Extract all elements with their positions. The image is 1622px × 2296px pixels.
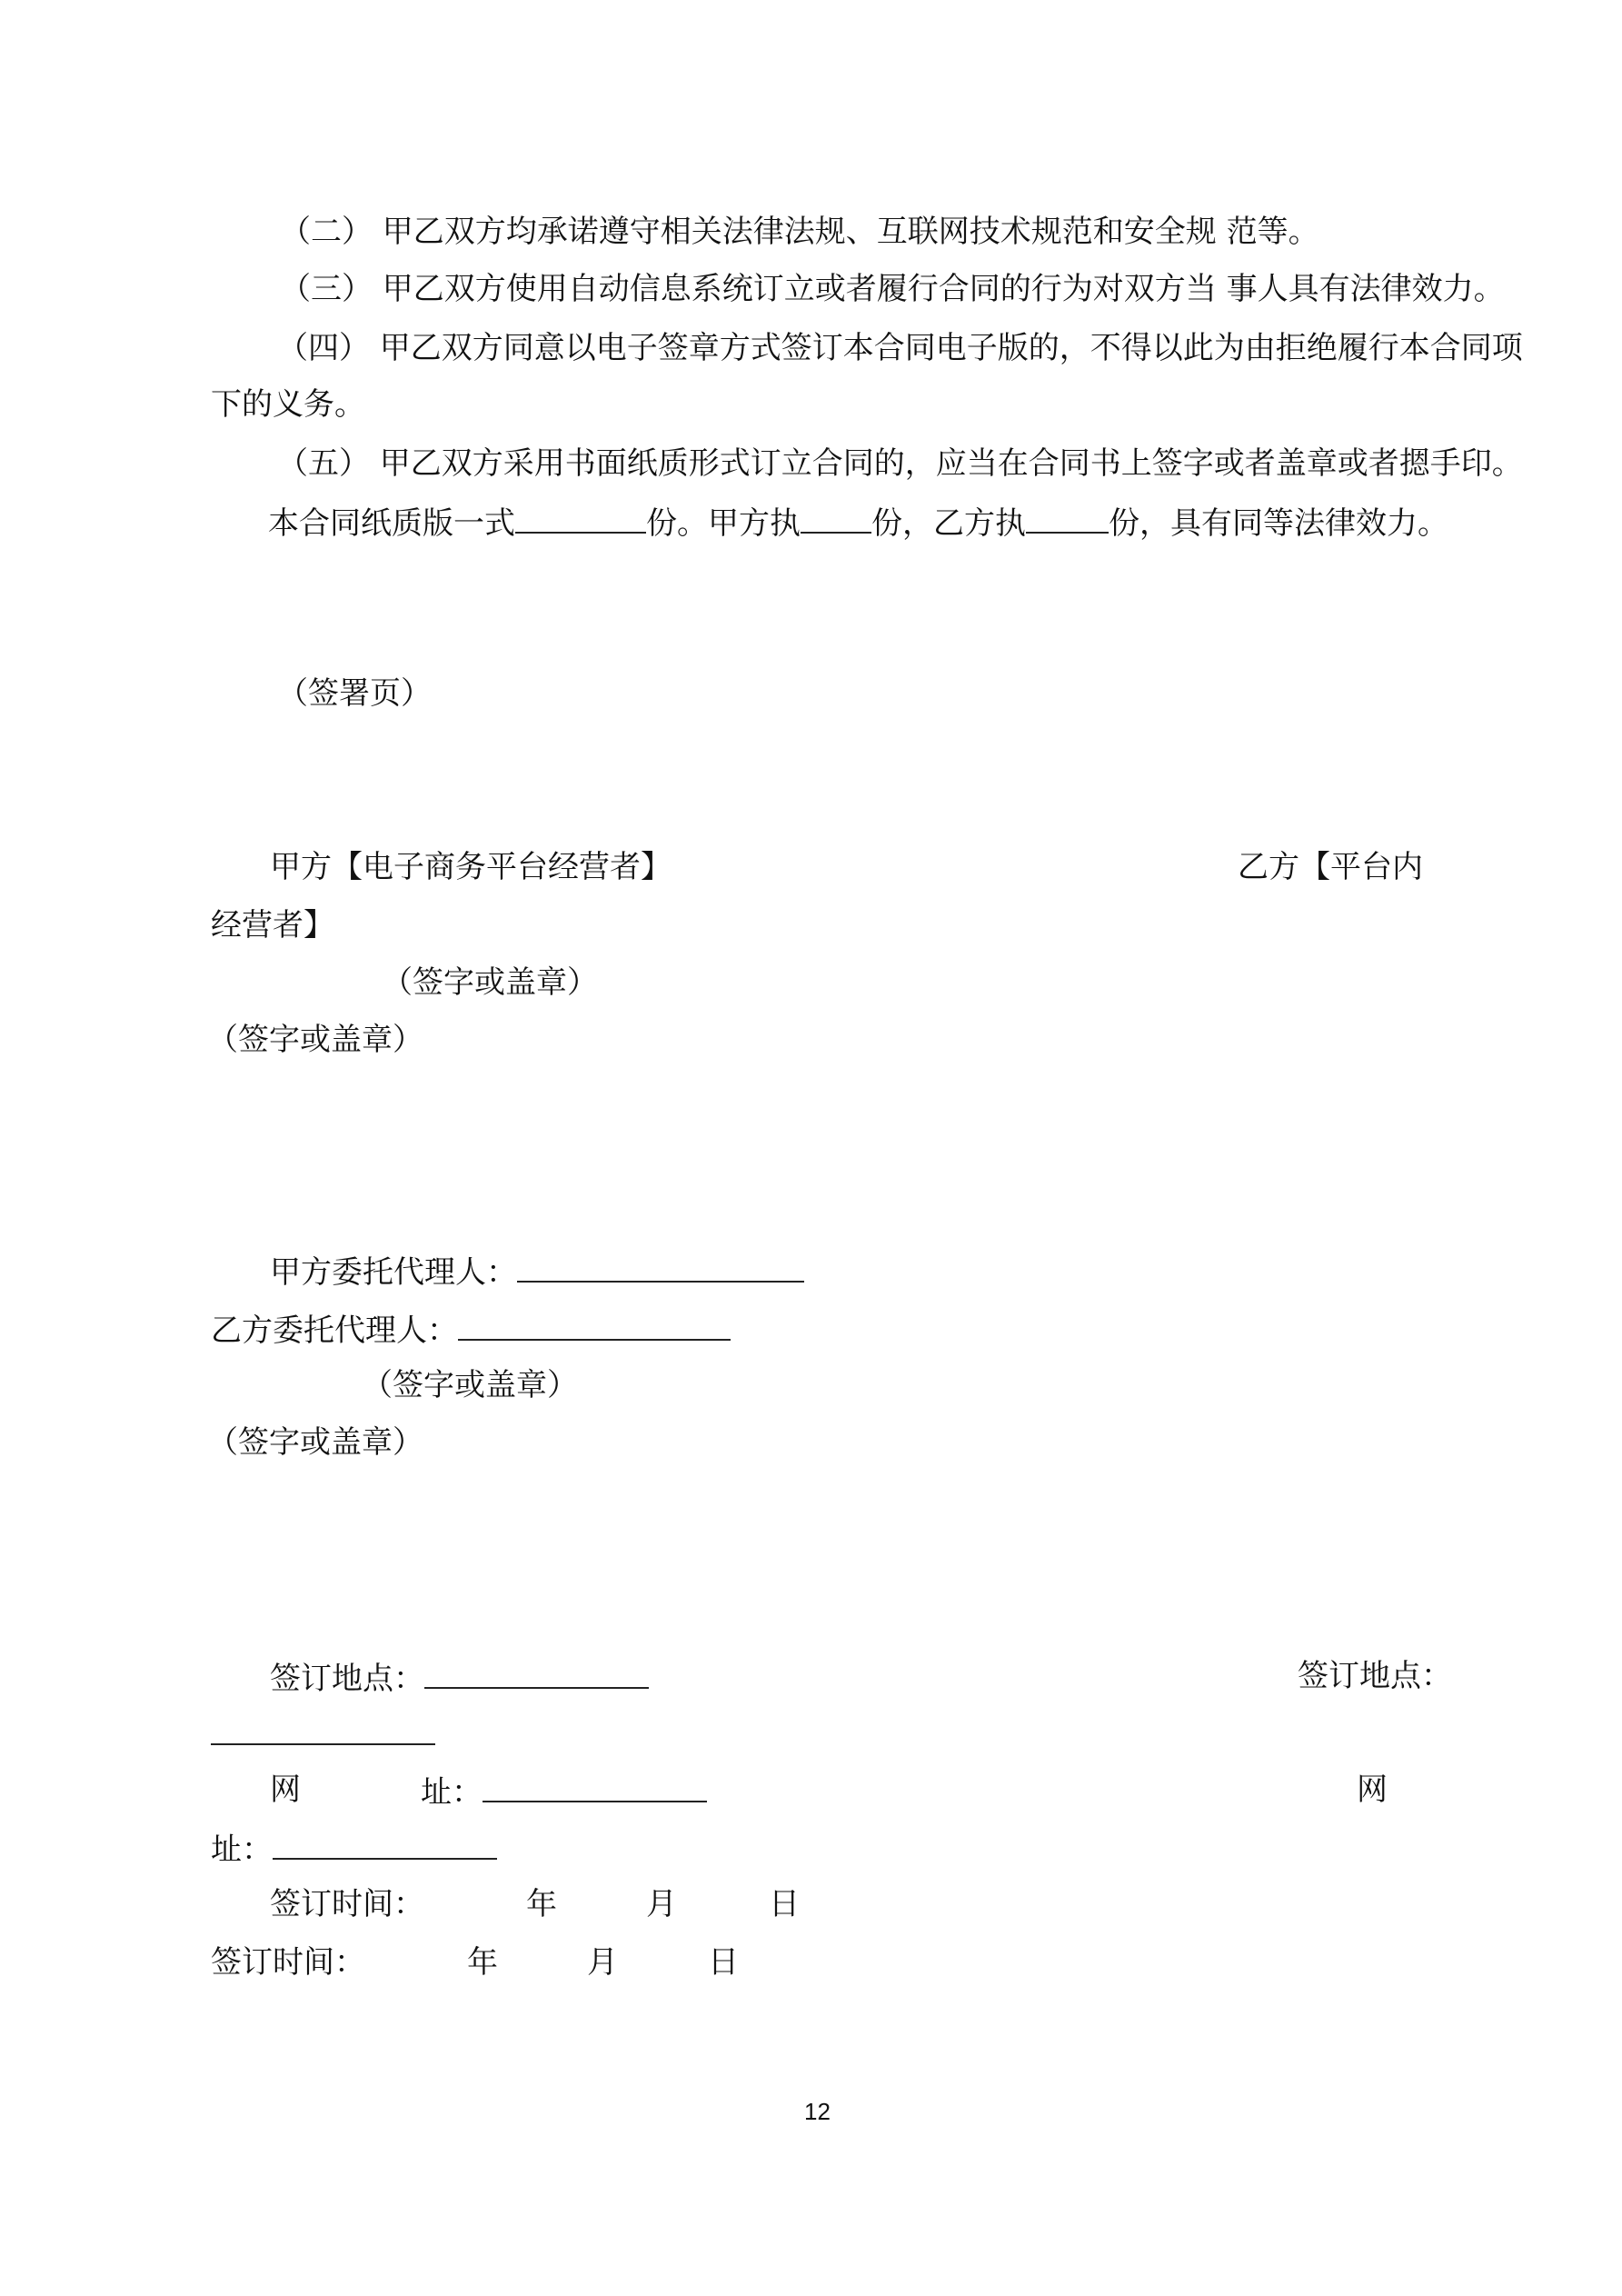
- clause-4: （四） 甲乙双方同意以电子签章方式签订本合同电子版的，不得以此为由拒绝履行本合同项: [277, 330, 1523, 366]
- copies-line: [268, 503, 1448, 542]
- agent-a-label: 甲方委托代理人：: [270, 1254, 517, 1291]
- time-b-label: 签订时间：: [211, 1944, 365, 1981]
- time-a-month: 月: [646, 1886, 677, 1922]
- website-b-line: [211, 1829, 497, 1868]
- copies-text-2: 份。甲方执: [646, 505, 801, 542]
- copies-text-3: 份，乙方执: [871, 505, 1026, 542]
- time-b-year: 年: [467, 1944, 498, 1981]
- agent-a-sign-note: （签字或盖章）: [362, 1367, 578, 1403]
- place-b-label: 签订地点：: [1298, 1658, 1452, 1694]
- agent-b-blank[interactable]: [458, 1310, 731, 1341]
- website-b-char2: 址：: [211, 1832, 273, 1868]
- time-b-day: 日: [708, 1944, 739, 1981]
- copies-text-1: 本合同纸质版一式: [268, 505, 515, 542]
- website-a-line: [421, 1772, 707, 1811]
- place-a-label: 签订地点：: [270, 1661, 424, 1697]
- agent-b-label: 乙方委托代理人：: [211, 1313, 458, 1349]
- party-b-label-cont: 经营者】: [211, 907, 334, 943]
- place-b-blank[interactable]: [211, 1743, 435, 1745]
- party-a-sign-note: （签字或盖章）: [382, 964, 598, 1001]
- party-b-label: 乙方【平台内: [1238, 849, 1423, 885]
- time-b-month: 月: [587, 1944, 618, 1981]
- place-a-line: [270, 1658, 649, 1697]
- place-a-blank[interactable]: [424, 1658, 649, 1689]
- time-a-year: 年: [526, 1886, 557, 1922]
- website-b-blank[interactable]: [273, 1829, 497, 1860]
- agent-a-line: [270, 1252, 804, 1291]
- website-b-char1: 网: [1357, 1772, 1388, 1808]
- clause-3: （三） 甲乙双方使用自动信息系统订立或者履行合同的行为对双方当 事人具有法律效力。: [280, 271, 1505, 307]
- website-a-char1: 网: [270, 1772, 301, 1808]
- page-number: 12: [804, 2098, 831, 2125]
- clause-4-cont: 下的义务。: [211, 386, 365, 423]
- copies-text-4: 份，具有同等法律效力。: [1109, 505, 1448, 542]
- party-b-sign-note: （签字或盖章）: [207, 1022, 423, 1058]
- website-a-char2: 址：: [421, 1774, 483, 1811]
- website-a-blank[interactable]: [483, 1772, 707, 1802]
- time-a-label: 签订时间：: [270, 1886, 424, 1922]
- signature-page-heading: （签署页）: [277, 675, 432, 712]
- clause-2: （二） 甲乙双方均承诺遵守相关法律法规、互联网技术规范和安全规 范等。: [280, 214, 1319, 250]
- party-b-copies-blank[interactable]: [1026, 503, 1109, 534]
- agent-b-line: [211, 1310, 731, 1349]
- party-a-label: 甲方【电子商务平台经营者】: [270, 849, 672, 885]
- total-copies-blank[interactable]: [515, 503, 646, 534]
- agent-b-sign-note: （签字或盖章）: [207, 1424, 423, 1461]
- clause-5: （五） 甲乙双方采用书面纸质形式订立合同的，应当在合同书上签字或者盖章或者摁手印。: [277, 445, 1523, 482]
- agent-a-blank[interactable]: [517, 1252, 804, 1283]
- party-a-copies-blank[interactable]: [801, 503, 871, 534]
- time-a-day: 日: [769, 1886, 800, 1922]
